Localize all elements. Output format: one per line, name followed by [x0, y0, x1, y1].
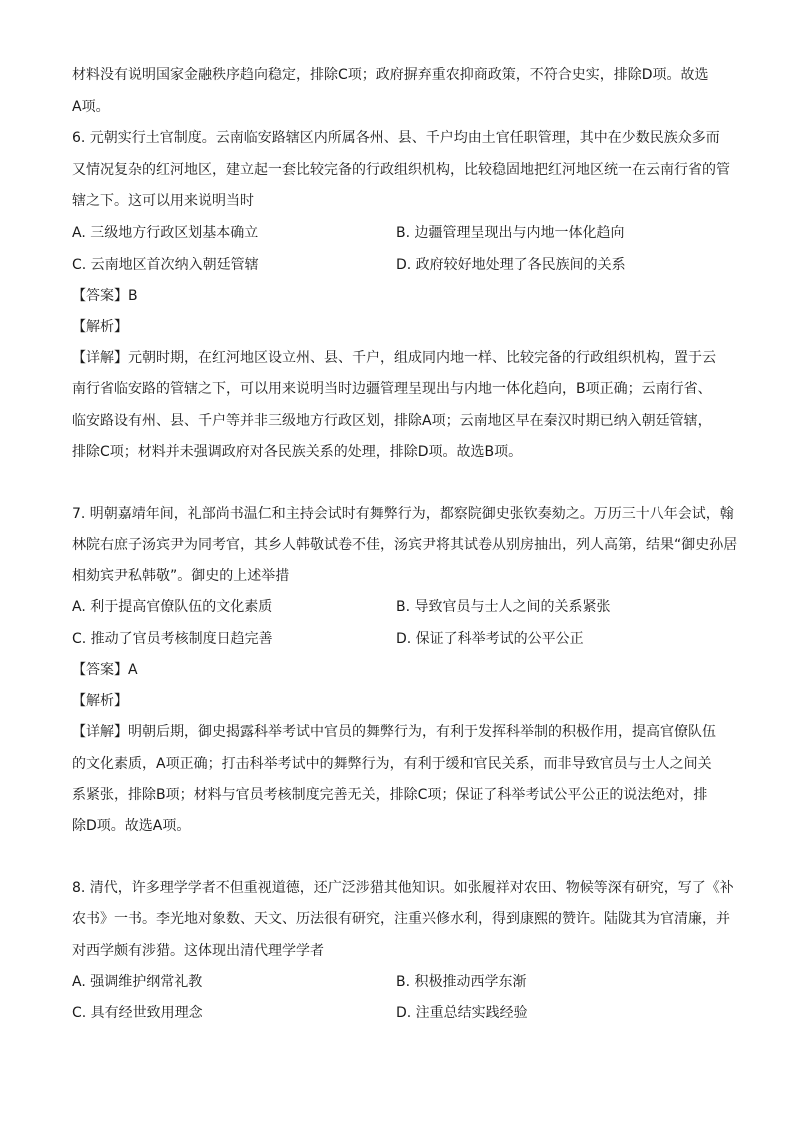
q8-stem-line-2: 农书》一书。李光地对象数、天文、历法很有研究，注重兴修水利，得到康熙的赞许。陆陇其为官清廉，并: [72, 911, 730, 927]
q6-answer: 【答案】B: [72, 288, 138, 304]
q8-option-a: A. 强调维护纲常礼教: [72, 974, 203, 990]
q7-option-a: A. 利于提高官僚队伍的文化素质: [72, 599, 273, 615]
q7-option-d: D. 保证了科举考试的公平公正: [396, 631, 584, 647]
q8-option-c: C. 具有经世致用理念: [72, 1005, 203, 1021]
prev-analysis-line-2: A项。: [72, 99, 110, 115]
q6-option-a: A. 三级地方行政区划基本确立: [72, 225, 259, 241]
q6-stem-line-3: 辖之下。这可以用来说明当时: [72, 193, 254, 209]
q7-option-b: B. 导致官员与士人之间的关系紧张: [396, 599, 611, 615]
prev-analysis-line-1: 材料没有说明国家金融秩序趋向稳定，排除C项；政府摒弃重农抑商政策，不符合史实，排除D项。故选: [72, 67, 709, 83]
q6-option-c: C. 云南地区首次纳入朝廷管辖: [72, 257, 259, 273]
q6-detail-line-2: 南行省临安路的管辖之下，可以用来说明当时边疆管理呈现出与内地一体化趋向，B项正确；云南行省、: [72, 381, 712, 397]
q6-stem-line-1: 6. 元朝实行土官制度。云南临安路辖区内所属各州、县、千户均由土官任职管理，其中在少数民族众多而: [72, 130, 720, 146]
q7-stem-line-2: 林院右庶子汤宾尹为同考官，其乡人韩敬试卷不佳，汤宾尹将其试卷从别房抽出，列人高第，结果“御史孙居: [72, 537, 738, 553]
q7-answer: 【答案】A: [72, 662, 138, 678]
q6-analysis-heading: 【解析】: [72, 319, 128, 335]
q8-option-b: B. 积极推动西学东渐: [396, 974, 527, 990]
q6-detail-line-3: 临安路设有州、县、千户等并非三级地方行政区划，排除A项；云南地区早在秦汉时期已纳入朝廷管辖，: [72, 413, 712, 429]
q7-stem-line-3: 相劾宾尹私韩敬”。御史的上述举措: [72, 568, 290, 584]
q6-option-d: D. 政府较好地处理了各民族间的关系: [396, 257, 626, 273]
q7-option-c: C. 推动了官员考核制度日趋完善: [72, 631, 273, 647]
q7-stem-line-1: 7. 明朝嘉靖年间，礼部尚书温仁和主持会试时有舞弊行为，都察院御史张钦奏劾之。万历三十八年会试，翰: [72, 506, 734, 522]
q7-detail-line-1: 【详解】明朝后期，御史揭露科举考试中官员的舞弊行为，有利于发挥科举制的积极作用，提高官僚队伍: [72, 724, 716, 740]
q6-stem-line-2: 又情况复杂的红河地区，建立起一套比较完备的行政组织机构，比较稳固地把红河地区统一在云南行省的管: [72, 162, 730, 178]
q7-analysis-heading: 【解析】: [72, 693, 128, 709]
q6-detail-line-1: 【详解】元朝时期，在红河地区设立州、县、千户，组成同内地一样、比较完备的行政组织机构，置于云: [72, 350, 716, 366]
q6-option-b: B. 边疆管理呈现出与内地一体化趋向: [396, 225, 625, 241]
q8-option-d: D. 注重总结实践经验: [396, 1005, 528, 1021]
q8-stem-line-3: 对西学颇有涉猎。这体现出清代理学学者: [72, 943, 324, 959]
q6-detail-line-4: 排除C项；材料并未强调政府对各民族关系的处理，排除D项。故选B项。: [72, 444, 523, 460]
q7-detail-line-2: 的文化素质，A项正确；打击科举考试中的舞弊行为，有利于缓和官民关系，而非导致官员与士人之间关: [72, 756, 712, 772]
q7-detail-line-3: 系紧张，排除B项；材料与官员考核制度完善无关，排除C项；保证了科举考试公平公正的说法绝对，排: [72, 787, 708, 803]
q8-stem-line-1: 8. 清代，许多理学学者不但重视道德，还广泛涉猎其他知识。如张履祥对农田、物候等深有研究，写了《补: [72, 880, 734, 896]
q7-detail-line-4: 除D项。故选A项。: [72, 818, 191, 834]
